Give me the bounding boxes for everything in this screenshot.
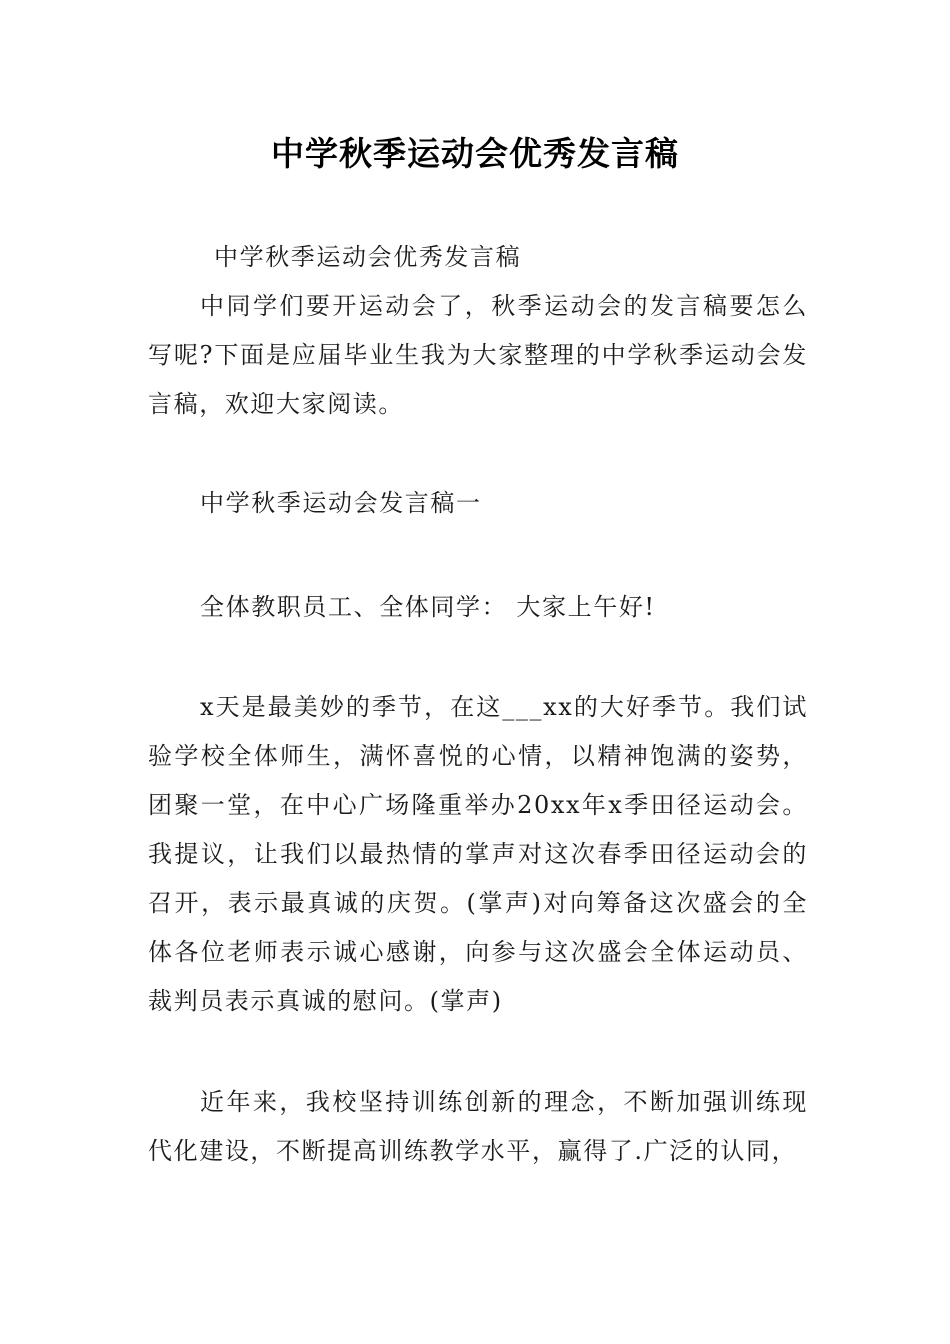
section-heading (148, 479, 808, 528)
paragraph-continued (148, 1078, 808, 1176)
paragraph-greeting (148, 583, 808, 632)
document-subtitle: 中学秋季运动会优秀发言稿 (214, 243, 522, 271)
section-heading-text: 中学秋季运动会发言稿一 (200, 489, 482, 517)
paragraph-text: 全体教职员工、全体同学： 大家上午好! (200, 593, 656, 621)
paragraph-text: x天是最美妙的季节，在这___xx的大好季节。我们试验学校全体师生，满怀喜悦的心情，以精神饱满的姿势，团聚一堂，在中心广场隆重举办20xx年x季田径运动会。我提议，让我们以最热情的掌声对这次春季田径运动会的召开，表示最真诚的庆贺。(掌声)对向筹备这次盛会的全体各位老师表示诚心感谢，向参与这次盛会全体运动员、裁判员表示真诚的慰问。(掌声) (148, 693, 808, 1015)
paragraph-main (148, 683, 808, 1026)
paragraph-text: 中同学们要开运动会了，秋季运动会的发言稿要怎么写呢?下面是应届毕业生我为大家整理的中学秋季运动会发言稿，欢迎大家阅读。 (148, 292, 808, 418)
paragraph-text: 近年来，我校坚持训练创新的理念，不断加强训练现代化建设，不断提高训练教学水平，赢得了.广泛的认同， (148, 1088, 808, 1165)
paragraph-intro (148, 282, 808, 429)
document-title: 中学秋季运动会优秀发言稿 (271, 134, 679, 173)
